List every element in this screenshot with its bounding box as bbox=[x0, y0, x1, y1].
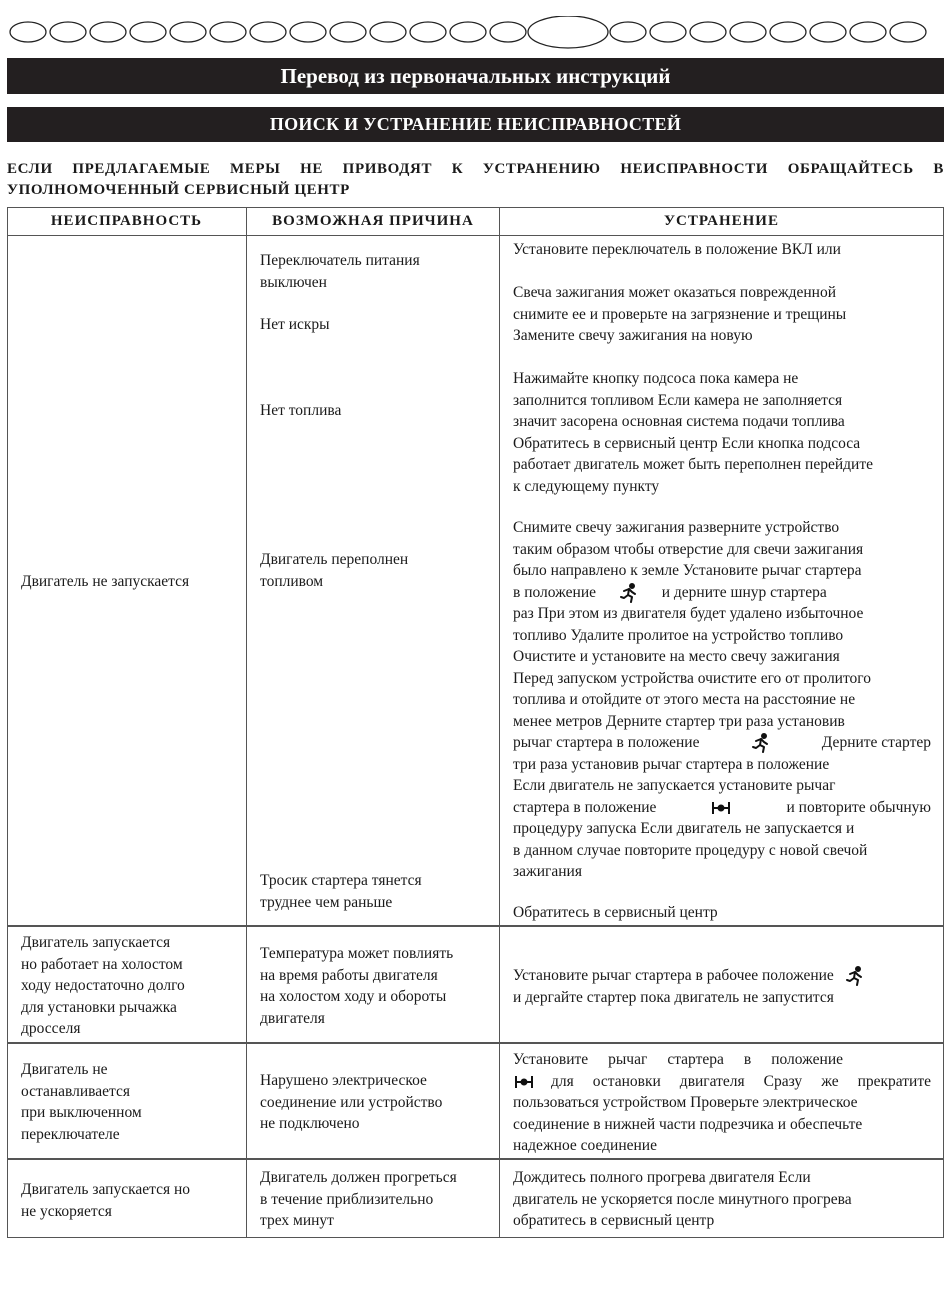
column-header-fix: УСТРАНЕНИЕ bbox=[664, 213, 779, 229]
stop-position-icon bbox=[710, 797, 732, 817]
row1-fix-flooded-part3: раз При этом из двигателя будет удалено избыточное топливо Удалите пролитое на устройство топливо Очистите и установите на место свечу зажигания Перед запуском устройства очистите его от пролитого топлива и отойдите от этого места на расстояние не менее метров Дерните стартер три раза установив bbox=[513, 605, 872, 730]
row1-fix-power: Установите переключатель в положение ВКЛ или bbox=[513, 241, 841, 258]
row3-fault: Двигатель не останавливается при выключенном переключателе bbox=[21, 1061, 142, 1143]
row1-fix-flooded-part2a: в положение bbox=[513, 583, 596, 601]
choke-runner-icon bbox=[618, 583, 640, 603]
troubleshooting-table bbox=[7, 207, 944, 1239]
row1-fix-flooded-part2 bbox=[513, 582, 931, 604]
row3-fix-1: Установите рычаг стартера в положение bbox=[513, 1051, 843, 1068]
note-line-2: УПОЛНОМОЧЕННЫЙ СЕРВИСНЫЙ ЦЕНТР bbox=[7, 182, 350, 198]
row2-fix-a: Установите рычаг стартера в рабочее положение bbox=[513, 967, 834, 984]
column-header-fault: НЕИСПРАВНОСТЬ bbox=[50, 213, 203, 229]
row3-fix-3: пользоваться устройством Проверьте электрическое соединение в нижней части подрезчика и обеспечьте надежное соединение bbox=[513, 1094, 863, 1154]
row1-cause-power: Переключатель питания выключен bbox=[260, 252, 420, 291]
row4-fault: Двигатель запускается но не ускоряется bbox=[21, 1181, 191, 1220]
row1-fix-flooded-part7: процедуру запуска Если двигатель не запускается и в данном случае повторите процедуру с новой свечой зажигания bbox=[513, 820, 868, 880]
row3-cause: Нарушено электрическое соединение или устройство не подключено bbox=[260, 1072, 443, 1132]
table-border-header bbox=[7, 235, 944, 236]
row1-cause-flooded: Двигатель переполнен топливом bbox=[260, 551, 409, 590]
row2-fix bbox=[513, 965, 931, 1008]
choke-runner-icon bbox=[750, 733, 772, 753]
row2-fix-b: и дергайте стартер пока двигатель не запустится bbox=[513, 988, 834, 1006]
note-line-1: ЕСЛИ ПРЕДЛАГАЕМЫЕ МЕРЫ НЕ ПРИВОДЯТ К УСТРАНЕНИЮ НЕИСПРАВНОСТИ ОБРАЩАЙТЕСЬ В bbox=[7, 161, 944, 177]
row2-fix-line1 bbox=[513, 965, 931, 987]
table-border-row3 bbox=[7, 1158, 944, 1160]
row1-fix-cord: Обратитесь в сервисный центр bbox=[513, 904, 718, 921]
column-header-cause: ВОЗМОЖНАЯ ПРИЧИНА bbox=[272, 213, 474, 229]
row3-fix-line2 bbox=[513, 1071, 931, 1093]
service-center-note bbox=[7, 159, 944, 201]
row1-fix-fuel: Нажимайте кнопку подсоса пока камера не заполнится топливом Если камера не заполняется значит засорена основная система подачи топлива Обратитесь в сервисный центр Если кнопка подсоса работает двигатель может быть переполнен перейдите к следующему пункту bbox=[513, 370, 873, 495]
choke-runner-icon bbox=[844, 966, 866, 986]
row4-fix: Дождитесь полного прогрева двигателя Если двигатель не ускоряется после минутного прогрева обратитесь в сервисный центр bbox=[513, 1169, 852, 1229]
row1-cause-fuel: Нет топлива bbox=[260, 402, 342, 419]
row1-fix-flooded-part6a: стартера в положение bbox=[513, 798, 657, 816]
table-border-row2 bbox=[7, 1042, 944, 1044]
section-title: ПОИСК И УСТРАНЕНИЕ НЕИСПРАВНОСТЕЙ bbox=[7, 107, 944, 142]
row2-fault: Двигатель запускается но работает на холостом ходу недостаточно долго для установки рычажка дросселя bbox=[21, 934, 185, 1037]
row1-fix-flooded-part4a: рычаг стартера в положение bbox=[513, 734, 700, 751]
decorative-oval-strip bbox=[6, 16, 946, 52]
row1-cause-spark: Нет искры bbox=[260, 316, 330, 333]
row1-fix-flooded-part2b: и дерните шнур стартера bbox=[661, 583, 827, 601]
stop-position-icon bbox=[513, 1071, 535, 1091]
row1-fix-spark: Свеча зажигания может оказаться поврежденной снимите ее и проверьте на загрязнение и трещины Замените свечу зажигания на новую bbox=[513, 284, 847, 344]
row1-fix-flooded bbox=[513, 517, 931, 883]
row1-fix-flooded-part1: Снимите свечу зажигания разверните устройство таким образом чтобы отверстие для свечи зажигания было направлено к земле Установите рычаг стартера bbox=[513, 519, 864, 579]
row4-cause: Двигатель должен прогреться в течение приблизительно трех минут bbox=[260, 1169, 457, 1229]
page-title: Перевод из первоначальных инструкций bbox=[7, 58, 944, 94]
table-border-left bbox=[7, 207, 8, 1238]
row1-fix-flooded-part6b: и повторите обычную bbox=[786, 798, 931, 816]
row1-fix-flooded-part5: три раза установив рычаг стартера в положение Если двигатель не запускается установите рычаг bbox=[513, 755, 836, 794]
row2-cause: Температура может повлиять на время работы двигателя на холостом ходу и обороты двигателя bbox=[260, 945, 454, 1027]
row1-cause-cord: Тросик стартера тянется труднее чем раньше bbox=[260, 872, 422, 911]
table-border-bottom bbox=[7, 1237, 944, 1238]
row1-fix-flooded-part4b: Дерните стартер bbox=[821, 734, 931, 751]
table-border-right bbox=[943, 207, 944, 1238]
table-border-row1 bbox=[7, 925, 944, 927]
row1-fault: Двигатель не запускается bbox=[21, 573, 190, 590]
table-divider-2 bbox=[499, 207, 500, 1238]
row3-fix-2: для остановки двигателя Сразу же прекратите bbox=[551, 1072, 931, 1090]
table-divider-1 bbox=[246, 207, 247, 1238]
row3-fix bbox=[513, 1049, 931, 1157]
row1-fix-flooded-part4 bbox=[513, 732, 931, 754]
row1-fix-flooded-part6 bbox=[513, 797, 931, 819]
